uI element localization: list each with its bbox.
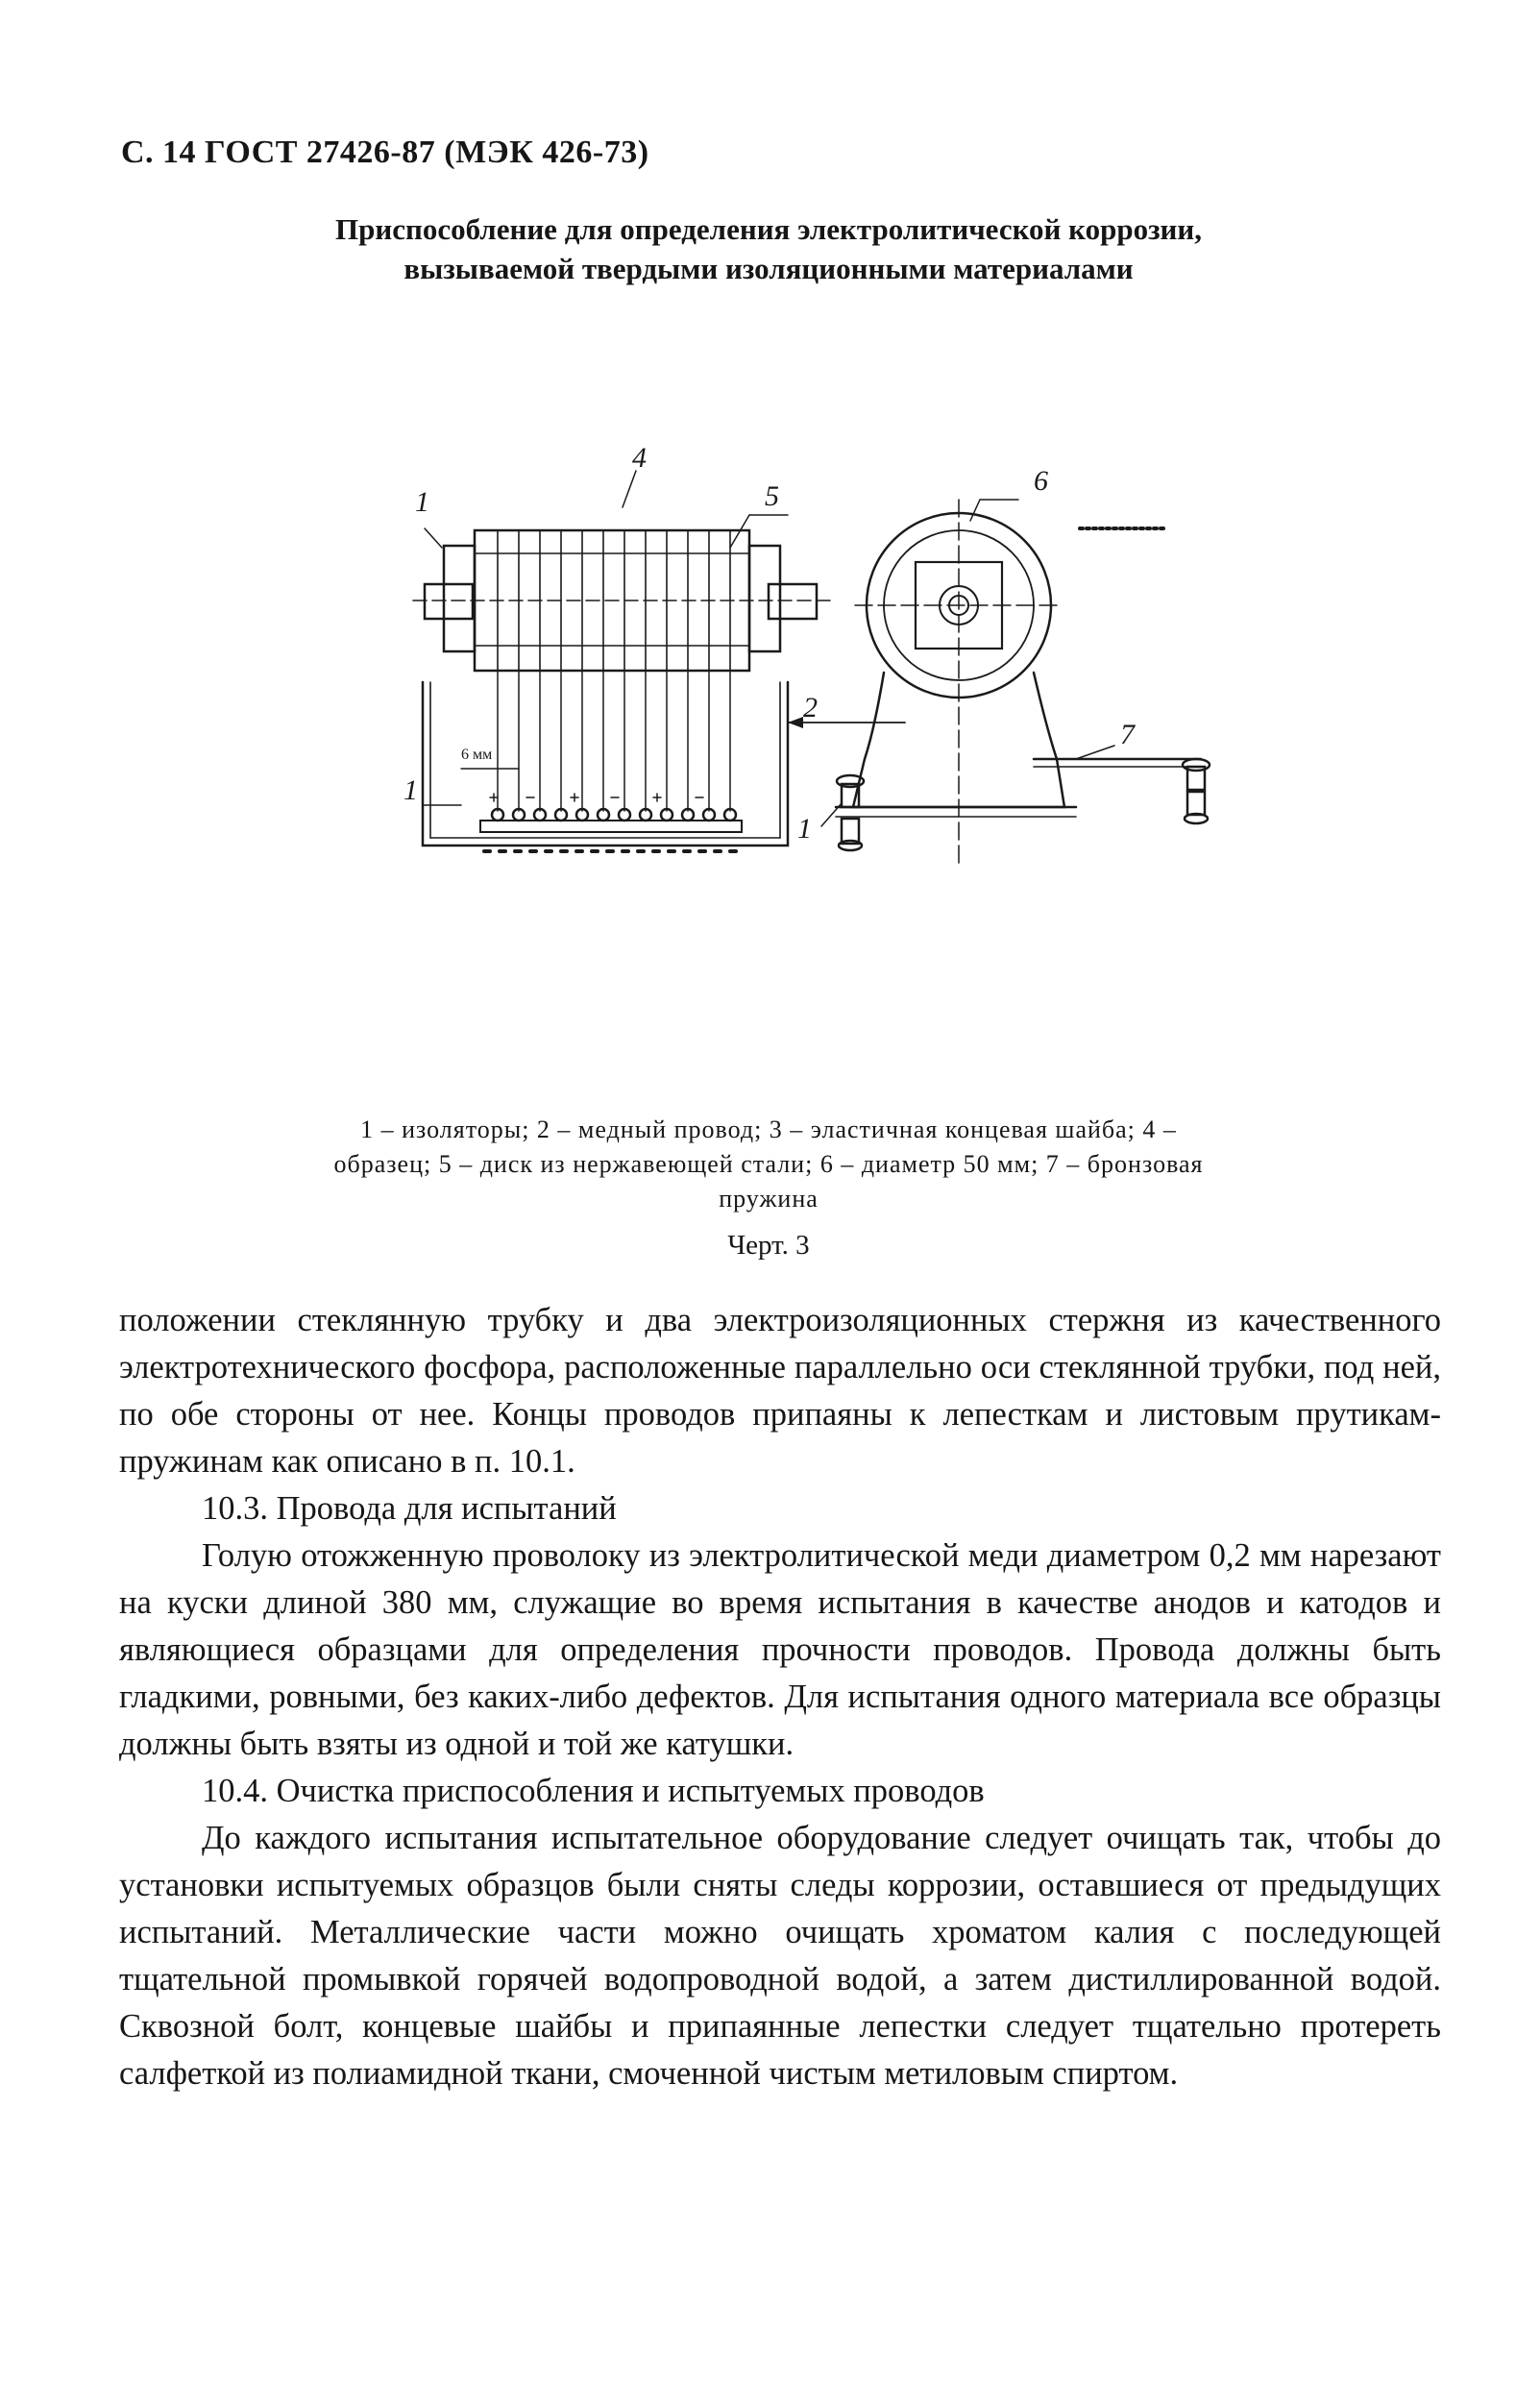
right-end-nut	[769, 584, 817, 619]
body-text	[119, 1297, 1441, 2097]
polarity-marks	[490, 794, 703, 801]
side-view	[821, 500, 1210, 865]
label-1-top: 1	[415, 486, 429, 518]
section-heading-10-3: 10.3. Провода для испытаний	[202, 1490, 617, 1527]
label-1-right: 1	[797, 813, 812, 845]
label-7: 7	[1120, 719, 1135, 750]
front-view	[413, 471, 905, 851]
figure-number: Черт. 3	[727, 1230, 810, 1261]
label-2: 2	[803, 692, 818, 723]
paragraph-cleaning: До каждого испытания испытательное оборудование следует очищать так, чтобы до установки испытуемых образцов были сняты следы коррозии, оставшиеся от предыдущих испытаний. Металлические части можно очищать хроматом калия с последующей тщательной промывкой горячей водопроводной водой, а затем дистиллированной водой. Сквозной болт, концевые шайбы и припаянные лепестки следует тщательно протереть салфеткой из полиамидной ткани, смоченной чистым метиловым спиртом.	[119, 1820, 1441, 2092]
left-end-washer	[444, 546, 475, 651]
side-insulators	[837, 759, 1210, 850]
left-end-nut	[425, 584, 473, 619]
section-heading-10-4: 10.4. Очистка приспособления и испытуемых проводов	[202, 1773, 985, 1809]
label-4: 4	[632, 442, 647, 474]
paragraph-test-wires: Голую отожженную проволоку из электролитической меди диаметром 0,2 мм нарезают на куски длиной 380 мм, служащие во время испытания в качестве анодов и катодов и являющиеся образцами для определения прочности проводов. Провода должны быть гладкими, ровными, без каких-либо дефектов. Для испытания одного материала все образцы должны быть взяты из одной и той же катушки.	[119, 1537, 1441, 1762]
figure-caption: 1 – изоляторы; 2 – медный провод; 3 – эластичная концевая шайба; 4 – образец; 5 – диск из нержавеющей стали; 6 – диаметр 50 мм; 7 – бронзовая пружина	[333, 1115, 1204, 1213]
label-5: 5	[765, 480, 779, 512]
dimension-6mm: 6 мм	[461, 747, 493, 763]
apparatus-drawing	[384, 442, 1230, 942]
page-header: С. 14 ГОСТ 27426-87 (МЭК 426-73)	[121, 135, 649, 170]
label-6: 6	[1034, 465, 1048, 497]
right-end-washer	[749, 546, 780, 651]
apparatus-drawing-svg	[384, 442, 1230, 942]
label-1-left: 1	[403, 774, 418, 806]
paragraph-continuation: положении стеклянную трубку и два электроизоляционных стержня из качественного электротехнического фосфора, расположенные параллельно оси стеклянной трубки, под ней, по обе стороны от нее. Концы проводов припаяны к лепесткам и листовым прутикам-пружинам как описано в п. 10.1.	[119, 1302, 1441, 1480]
copper-wires	[498, 671, 730, 811]
figure-title: Приспособление для определения электролитической коррозии, вызываемой твердыми изоляционными материалами	[334, 212, 1203, 285]
